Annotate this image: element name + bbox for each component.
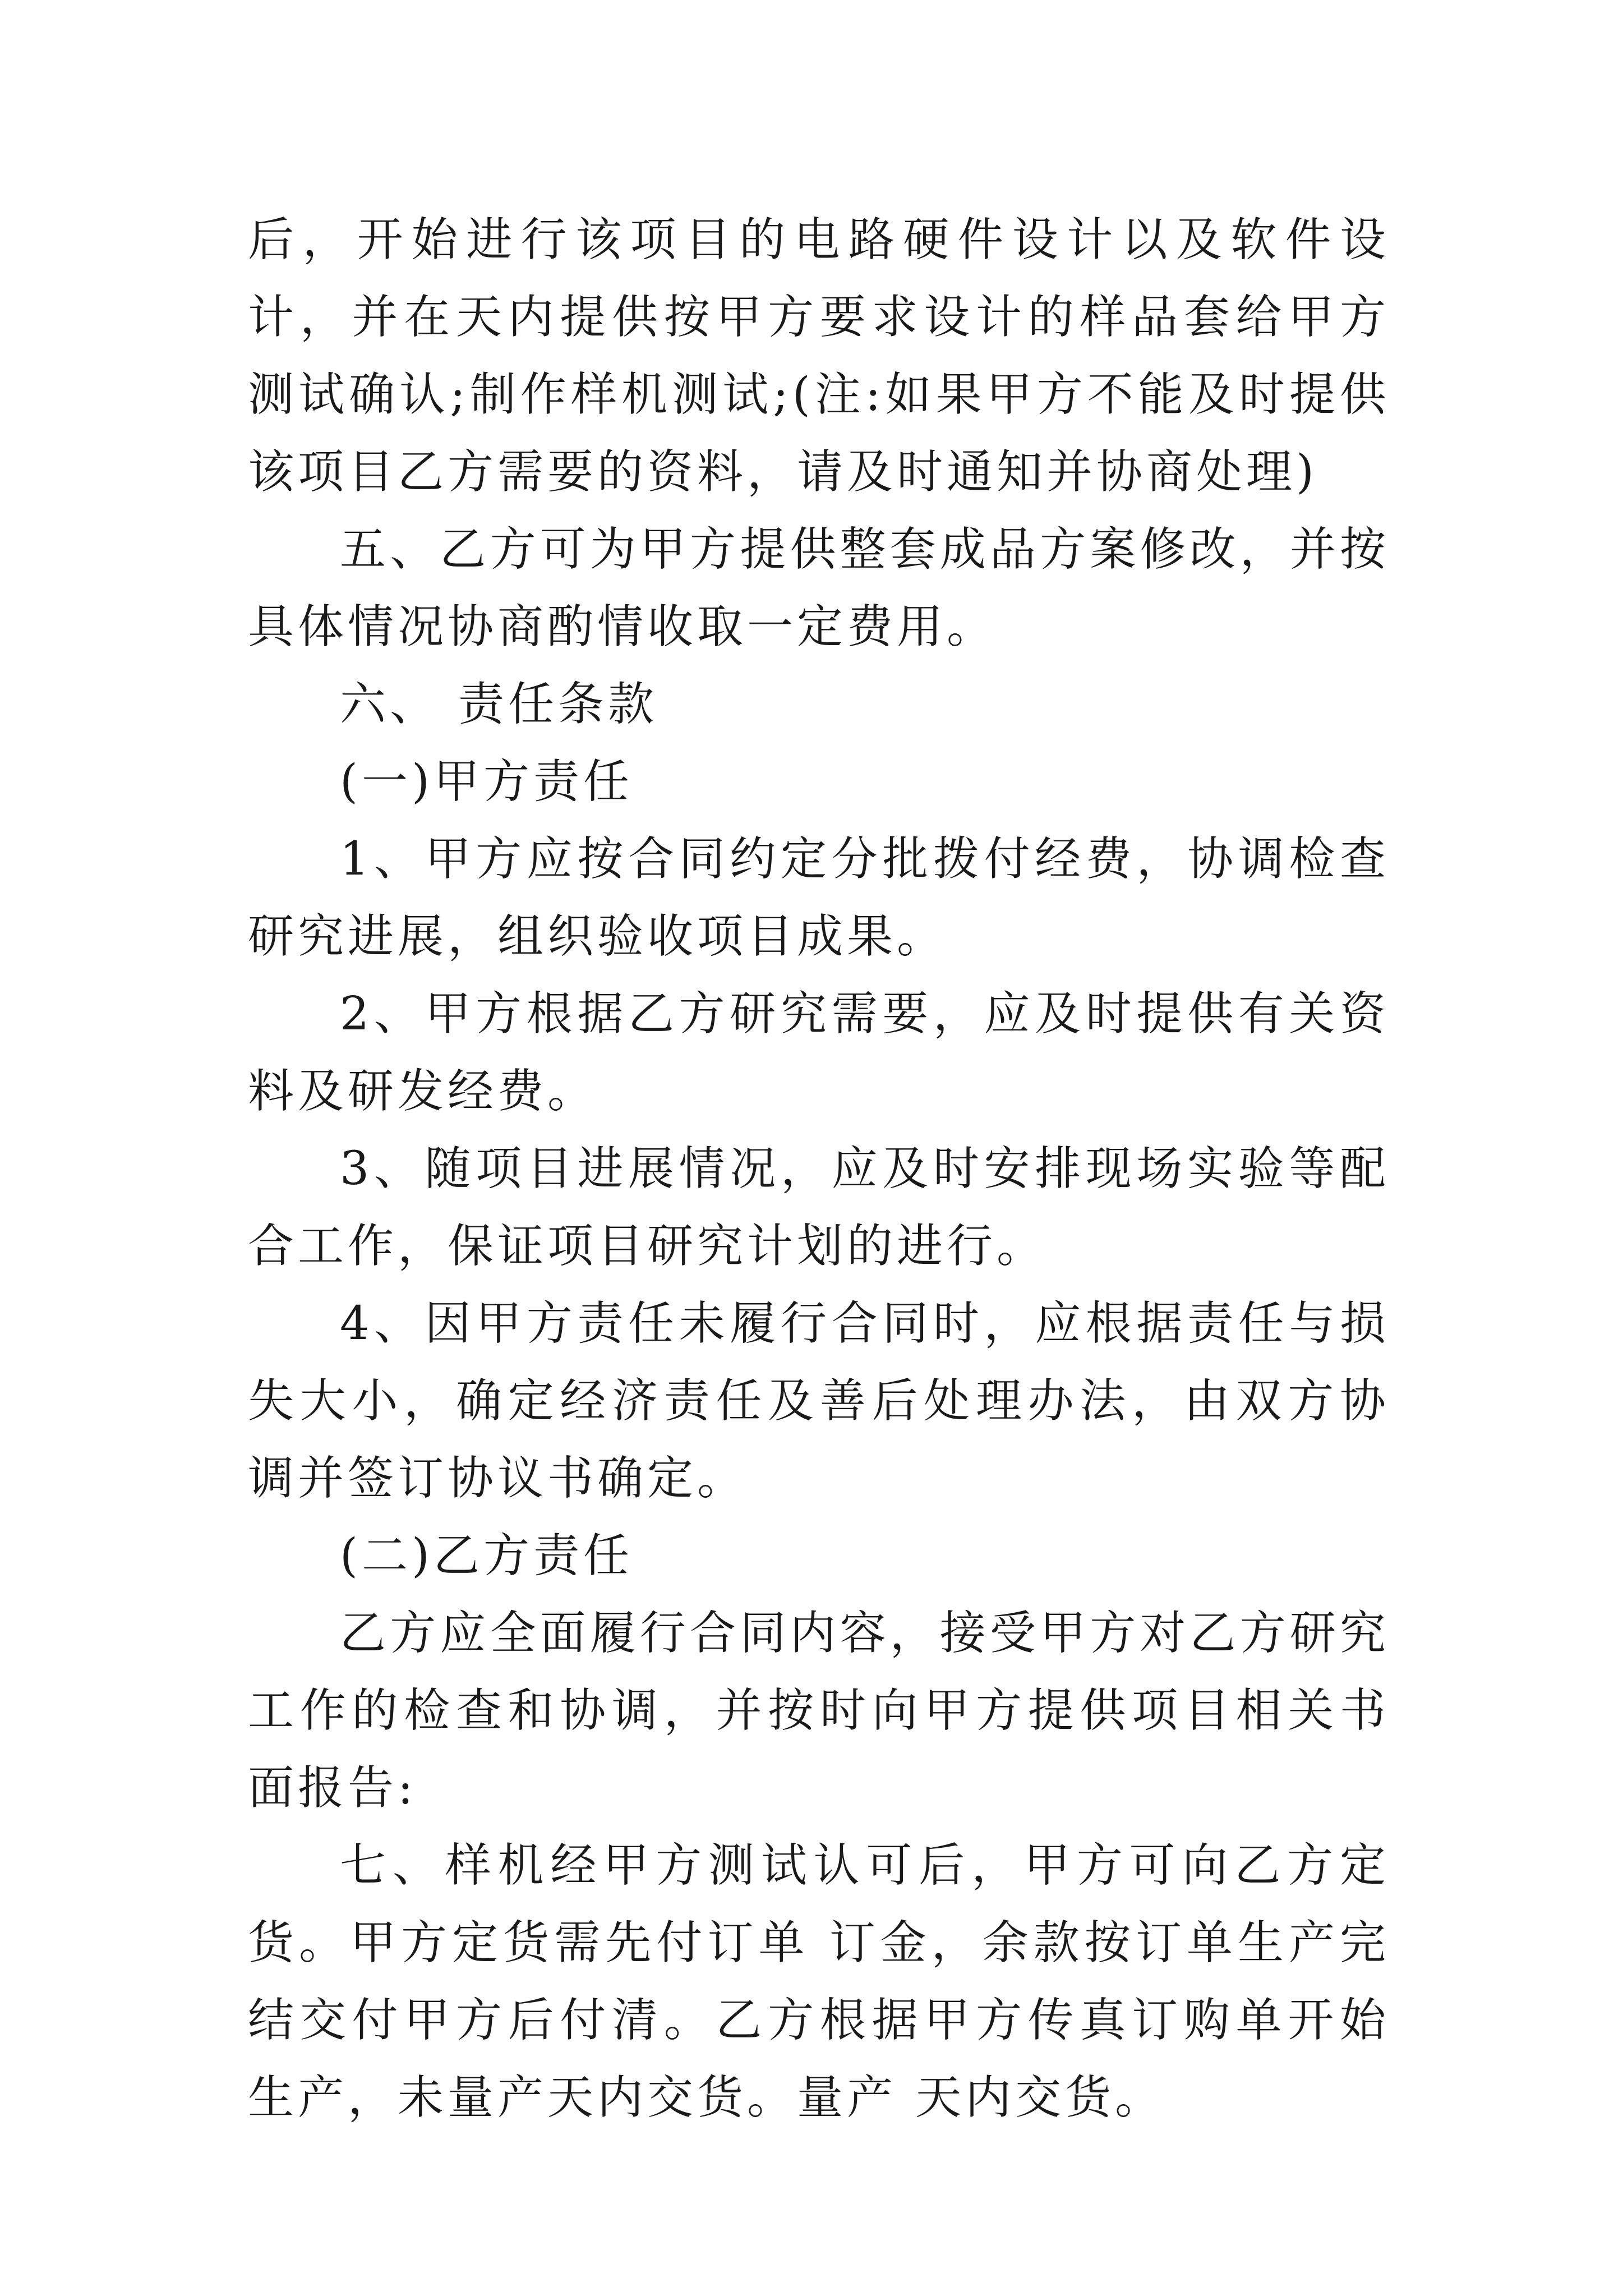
paragraph-party-b-duties: 乙方应全面履行合同内容，接受甲方对乙方研究工作的检查和协调，并按时向甲方提供项目相关书面报告: <box>248 1607 1390 1815</box>
heading-clause-6: 六、 责任条款 <box>340 678 658 731</box>
paragraph-party-a-item-2: 2、甲方根据乙方研究需要，应及时提供有关资料及研发经费。 <box>248 987 1390 1118</box>
heading-party-a-duties: (一)甲方责任 <box>340 755 633 808</box>
paragraph-continuation: 后，开始进行该项目的电路硬件设计以及软件设计，并在天内提供按甲方要求设计的样品套给甲方测试确认;制作样机测试;(注:如果甲方不能及时提供该项目乙方需要的资料，请及时通知并协商处理) <box>248 213 1390 499</box>
paragraph-party-a-item-4: 4、因甲方责任未履行合同时，应根据责任与损失大小，确定经济责任及善后处理办法，由双方协调并签订协议书确定。 <box>248 1297 1390 1505</box>
paragraph-clause-7: 七、样机经甲方测试认可后，甲方可向乙方定货。甲方定货需先付订单 订金，余款按订单生产完结交付甲方后付清。乙方根据甲方传真订购单开始生产，未量产天内交货。量产 天内交货。 <box>248 1839 1390 2124</box>
paragraph-party-a-item-3: 3、随项目进展情况，应及时安排现场实验等配合工作，保证项目研究计划的进行。 <box>248 1142 1390 1273</box>
heading-party-b-duties: (二)乙方责任 <box>340 1529 633 1582</box>
document-body <box>248 201 1390 2137</box>
paragraph-party-a-item-1: 1、甲方应按合同约定分批拨付经费，协调检查研究进展，组织验收项目成果。 <box>248 832 1390 963</box>
paragraph-clause-5: 五、乙方可为甲方提供整套成品方案修改，并按具体情况协商酌情收取一定费用。 <box>248 523 1390 654</box>
